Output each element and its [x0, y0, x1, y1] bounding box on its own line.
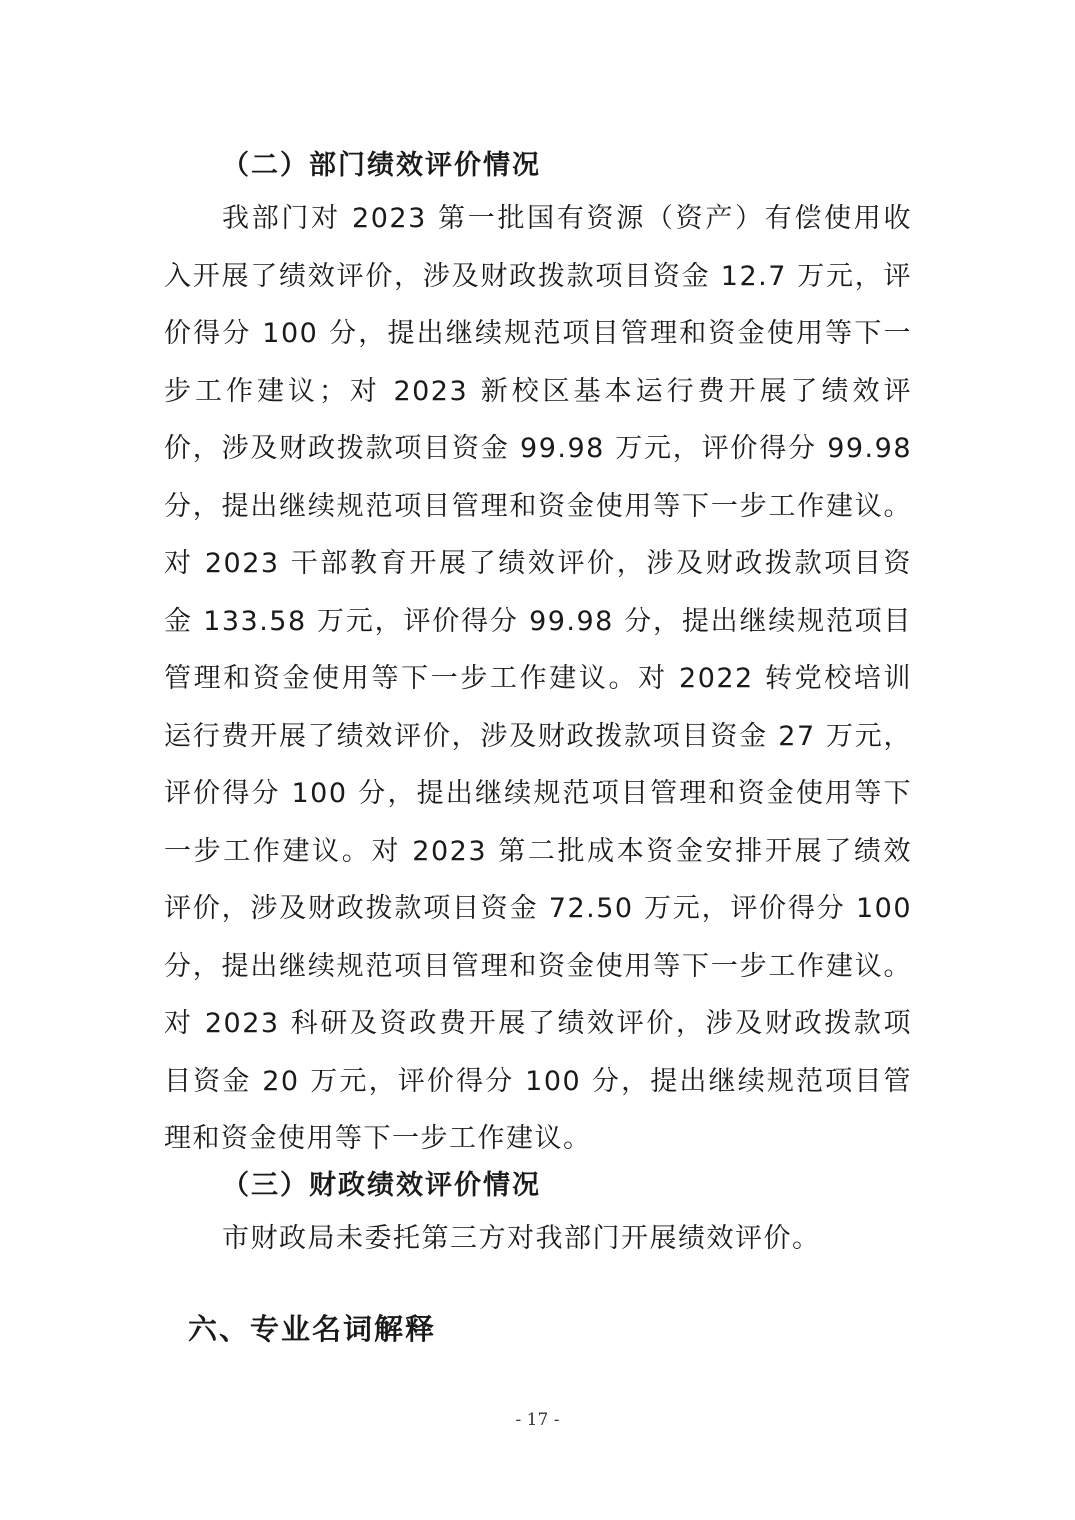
- section-heading-fiscal-evaluation: （三）财政绩效评价情况: [222, 1170, 541, 1201]
- paragraph-fiscal-evaluation: 市财政局未委托第三方对我部门开展绩效评价。: [222, 1223, 821, 1254]
- section-heading-performance-evaluation: （二）部门绩效评价情况: [222, 150, 541, 181]
- paragraph-performance-evaluation: 我部门对 2023 第一批国有资源（资产）有偿使用收入开展了绩效评价，涉及财政拨款项目资金 12.7 万元，评价得分 100 分，提出继续规范项目管理和资金使用等下一步工作建议；对 2023 新校区基本运行费开展了绩效评价，涉及财政拨款项目资金 99.98 万元，评价得分 99.98 分，提出继续规范项目管理和资金使用等下一步工作建议。对 2023 干部教育开展了绩效评价，涉及财政拨款项目资金 133.58 万元，评价得分 99.98 分，提出继续规范项目管理和资金使用等下一步工作建议。对 2022 转党校培训运行费开展了绩效评价，涉及财政拨款项目资金 27 万元，评价得分 100 分，提出继续规范项目管理和资金使用等下一步工作建议。对 2023 第二批成本资金安排开展了绩效评价，涉及财政拨款项目资金 72.50 万元，评价得分 100 分，提出继续规范项目管理和资金使用等下一步工作建议。对 2023 科研及资政费开展了绩效评价，涉及财政拨款项目资金 20 万元，评价得分 100 分，提出继续规范项目管理和资金使用等下一步工作建议。: [164, 203, 912, 1154]
- page-number: - 17 -: [515, 1410, 560, 1430]
- section-heading-glossary: 六、专业名词解释: [188, 1312, 437, 1346]
